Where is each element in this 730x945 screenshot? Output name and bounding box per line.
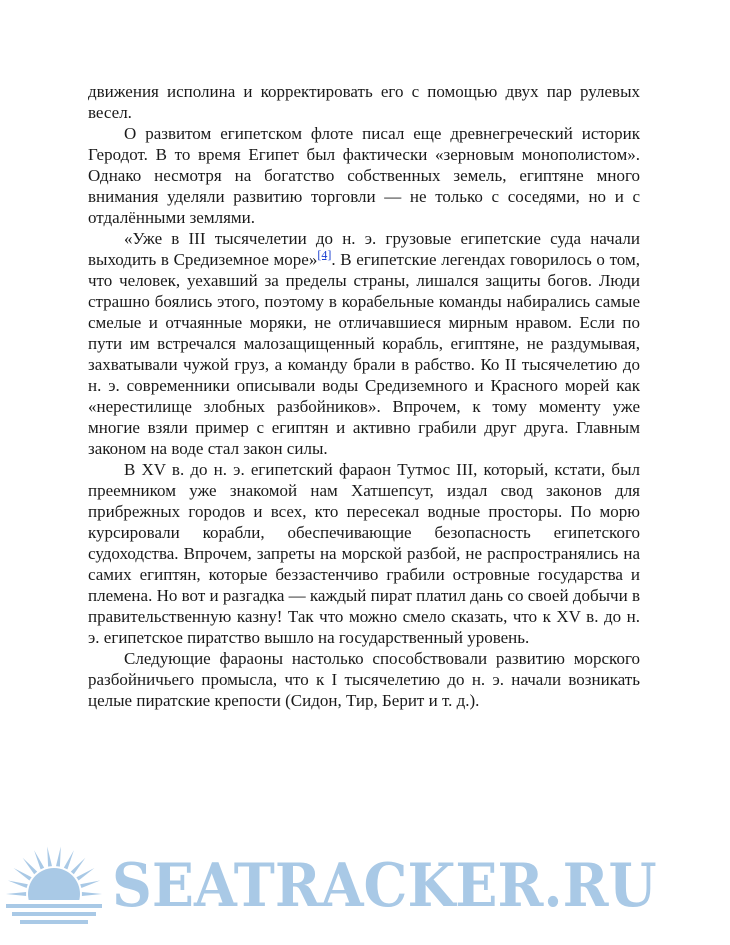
paragraph-4: В XV в. до н. э. египетский фараон Тутмос III, который, кстати, был преемником уже знакомой нам Хатшепсут, издал свод законов для прибрежных городов и всех, кто пересекал водные просторы. По морю курсировали корабли, обеспечивающие безопасность египетского судоходства. Впрочем, запреты на морской разбой, не распространялись на самих египтян, которые беззастенчиво грабили островные государства и племена. Но вот и разгадка — каждый пират платил дань со своей добычи в правительственную казну! Так что можно смело сказать, что к XV в. до н. э. египетское пиратство вышло на государственный уровень. (88, 460, 640, 647)
document-body (88, 81, 640, 711)
paragraph-3-rest: . В египетские легендах говорилось о том, что человек, уехавший за пределы страны, лишался защиты богов. Люди страшно боялись этого, поэтому в корабельные команды набирались самые смелые и отчаянные моряки, не отличавшиеся мирным нравом. Если по пути им встречался малозащищенный корабль, египтяне, не раздумывая, захватывали чужой груз, а команду брали в рабство. Ко II тысячелетию до н. э. современники описывали воды Средиземного и Красного морей как «нерестилище злобных разбойников». Впрочем, к тому моменту уже многие взяли пример с египтян и активно грабили друг друга. Главным законом на воде стал закон силы. (88, 250, 640, 458)
paragraph-5: Следующие фараоны настолько способствовали развитию морского разбойничьего промысла, что к I тысячелетию до н. э. начали возникать целые пиратские крепости (Сидон, Тир, Берит и т. д.). (88, 649, 640, 710)
watermark (0, 832, 730, 945)
sun-ray (80, 881, 100, 889)
footnote-link[interactable]: [4] (317, 247, 332, 262)
sun-ray (6, 892, 26, 896)
sun-ray (34, 850, 44, 869)
sun-ray (82, 892, 102, 896)
sun-ray (71, 858, 86, 875)
paragraph-3-quote: «Уже в III тысячелетии до н. э. грузовые египетские суда начали выходить в Средиземное море» (88, 229, 640, 269)
sun-ray (76, 868, 94, 881)
sun-ray (64, 850, 74, 869)
sun-ray (23, 858, 38, 875)
paragraph-3 (88, 228, 640, 459)
sun-ray (56, 847, 61, 867)
paragraph-2: О развитом египетском флоте писал еще древнегреческий историк Геродот. В то время Египет был фактически «зерновым монополистом». Однако несмотря на богатство собственных земель, египтяне много внимания уделяли развитию торговли — не только с соседями, но и с отдалёнными землями. (88, 124, 640, 227)
paragraph-1: движения исполина и корректировать его с помощью двух пар рулевых весел. (88, 82, 640, 122)
sun-ray (8, 881, 28, 889)
sun-icon (4, 838, 104, 938)
watermark-text: SEATRACKER.RU (112, 851, 657, 921)
sun-ray (14, 868, 32, 881)
sun-ray (47, 847, 52, 867)
